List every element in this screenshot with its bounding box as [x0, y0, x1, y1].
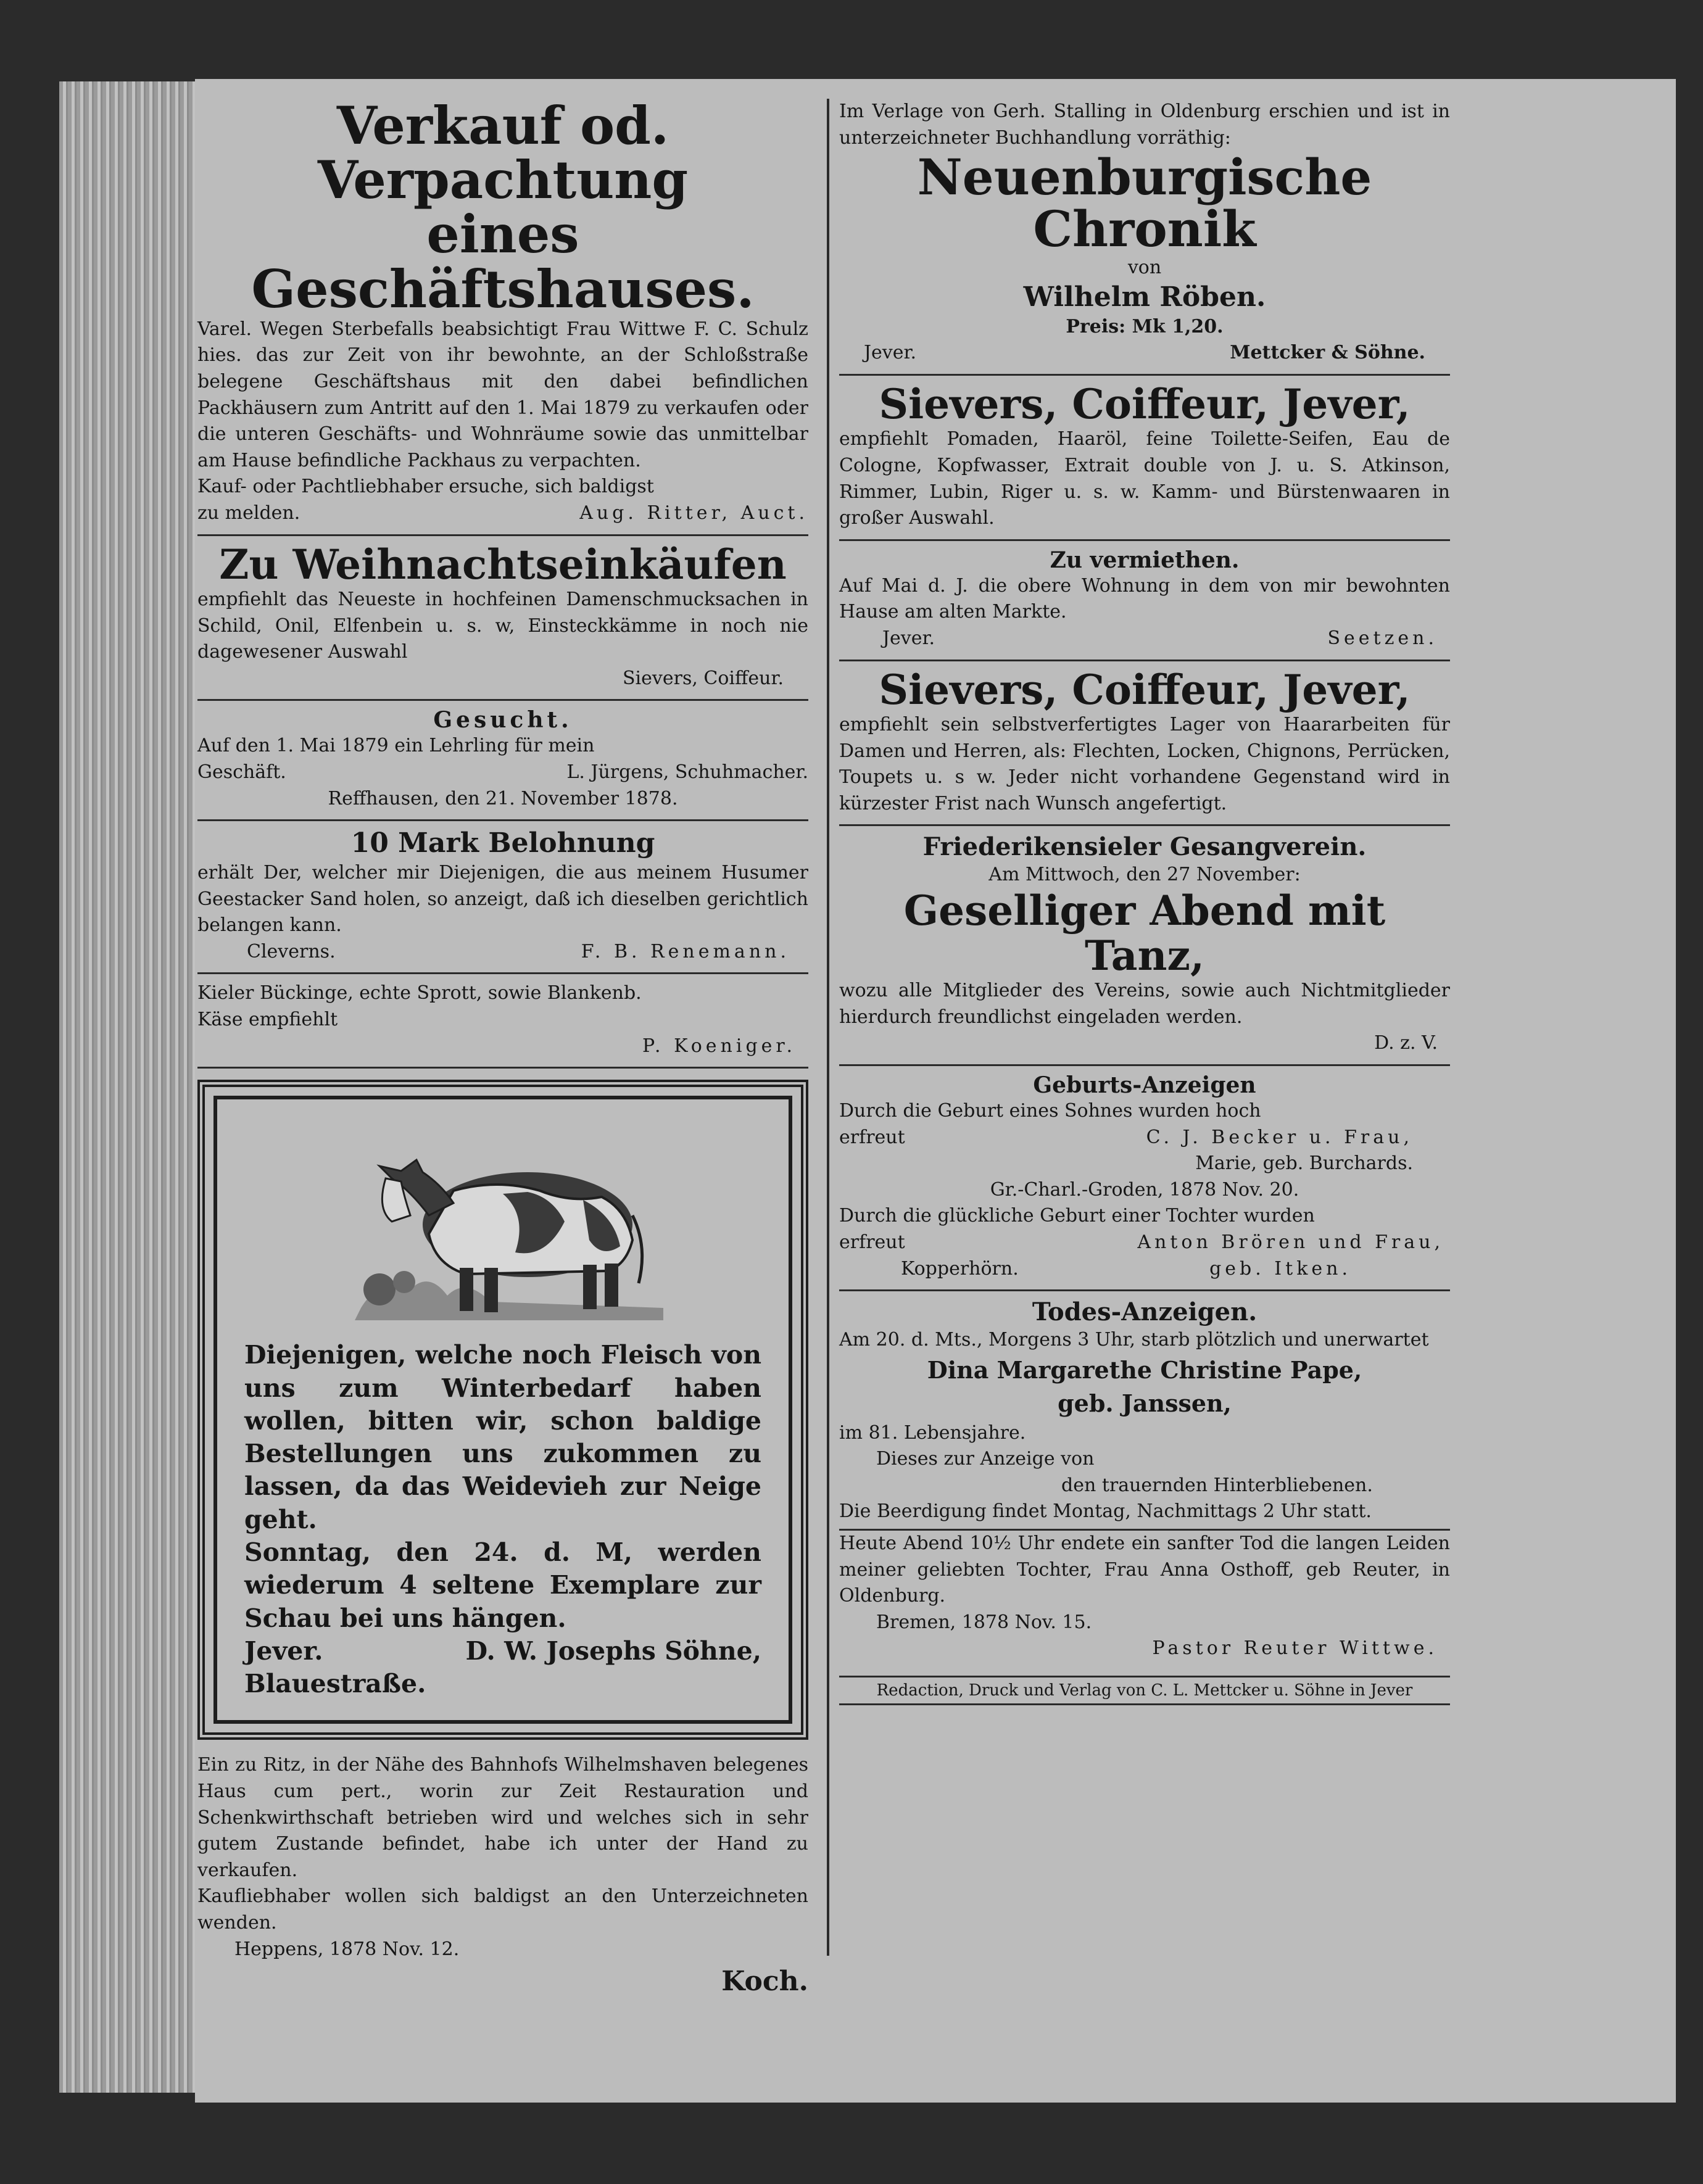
ad-gesang-event-1: Geselliger Abend mit — [903, 887, 1386, 935]
ad-chronik-von: von — [1127, 257, 1162, 279]
ad-todes-funeral: Die Beerdigung findet Montag, Nachmittags 2 Uhr statt. — [839, 1499, 1450, 1531]
ad-verkauf-sign-right: Aug. Ritter, Auct. — [579, 502, 808, 524]
ad-weihnacht-title: Zu Weihnachtseinkäufen — [219, 540, 787, 589]
ad-todes-line-1: Dieses zur Anzeige von — [876, 1448, 1095, 1470]
ad-geburt-line-2-left: erfreut — [839, 1231, 905, 1254]
ad-vermiethen-title: Zu vermiethen. — [1050, 547, 1240, 573]
ad-geburt-place-1: Gr.-Charl.-Groden, 1878 Nov. 20. — [990, 1178, 1299, 1201]
ad-gesang-sign: D. z. V. — [1374, 1032, 1438, 1054]
ad-fleisch-street: Blauestraße. — [244, 1669, 426, 1699]
book-page-edges — [59, 81, 195, 2093]
ad-geburt-line-2-right: Anton Brören und Frau, — [1137, 1231, 1444, 1254]
ad-gesang-date: Am Mittwoch, den 27 November: — [988, 864, 1301, 886]
ad-geburt-body-1: Durch die Geburt eines Sohnes wurden hoch — [839, 1100, 1261, 1122]
ad-gesang-body: wozu alle Mitglieder des Vereins, sowie auch Nichtmitglieder hierdurch freundlichst eingeladen werden. — [839, 980, 1450, 1028]
ad-sievers-1-title: Sievers, Coiffeur, Jever, — [879, 379, 1411, 428]
ad-todes-body-2: Heute Abend 10½ Uhr endete ein sanfter Tod die langen Leiden meiner geliebten Tochter, Frau Anna Osthoff, geb Reuter, in Oldenburg. — [839, 1533, 1450, 1607]
ad-sievers-1-body: empfiehlt Pomaden, Haaröl, feine Toilette-Seifen, Eau de Cologne, Kopfwasser, Extrait double von J. u. S. Atkinson, Rimmer, Lubin, Riger u. s. w. Kamm- und Bürstenwaaren in großer Auswahl. — [839, 428, 1450, 529]
ad-belohnung-body: erhält Der, welcher mir Diejenigen, die aus meinem Husumer Geestacker Sand holen, so anzeigt, daß ich dieselben gerichtlich belangen kann. — [197, 862, 808, 937]
ad-buecking — [197, 974, 808, 1069]
ad-fleisch — [222, 1101, 784, 1719]
ad-verkauf — [197, 93, 808, 536]
ad-gesucht-place: Reffhausen, den 21. November 1878. — [328, 787, 678, 809]
ad-haus-place: Heppens, 1878 Nov. 12. — [234, 1938, 460, 1960]
ad-haus-sign: Koch. — [721, 1966, 808, 1998]
ad-gesucht-title: Gesucht. — [433, 707, 573, 734]
ad-buecking-body: Kieler Bückinge, echte Sprott, sowie Blankenb. — [197, 982, 642, 1004]
ad-chronik-sign-left: Jever. — [864, 342, 917, 364]
cow-illustration — [342, 1123, 663, 1326]
ad-todes-title: Todes-Anzeigen. — [1032, 1297, 1258, 1327]
ad-sievers-2 — [839, 661, 1450, 827]
ad-gesucht — [197, 701, 808, 821]
ad-belohnung-sign-right: F. B. Renemann. — [581, 940, 790, 962]
ad-geburt-line-2b — [839, 1256, 1450, 1283]
ad-weihnacht-body: empfiehlt das Neueste in hochfeinen Damenschmucksachen in Schild, Onil, Elfenbein u. s. w, Einsteckkämme in noch nie dagewesener Auswahl — [197, 589, 808, 663]
ad-sievers-1 — [839, 376, 1450, 541]
ad-geburt-line-1b: Marie, geb. Burchards. — [1195, 1152, 1413, 1175]
ad-fleisch-frame — [197, 1080, 808, 1740]
ad-verkauf-sign-left: zu melden. — [197, 502, 300, 524]
ad-weihnacht-sign: Sievers, Coiffeur. — [623, 667, 784, 689]
ad-chronik — [839, 93, 1450, 376]
ad-verkauf-title-2: eines Geschäftshauses. — [251, 204, 755, 320]
ad-vermiethen-sign-left: Jever. — [882, 627, 935, 649]
ad-haus — [197, 1740, 808, 2008]
ad-chronik-signature — [839, 340, 1450, 366]
ad-geburt-line-1-right: C. J. Becker u. Frau, — [1146, 1126, 1413, 1148]
ad-verkauf-signature — [197, 500, 808, 527]
ad-fleisch-body: Diejenigen, welche noch Fleisch von uns zum Winterbedarf haben wollen, bitten wir, schon baldige Bestellungen uns zukommen zu lassen, da das Weidevieh zur Neige geht. — [244, 1340, 761, 1534]
ad-belohnung — [197, 821, 808, 974]
ad-chronik-sign-right: Mettcker & Söhne. — [1230, 342, 1425, 364]
imprint-footer: Redaction, Druck und Verlag von C. L. Mettcker u. Söhne in Jever — [839, 1676, 1450, 1705]
ad-vermiethen-sign-right: Seetzen. — [1327, 627, 1438, 649]
ad-todes — [839, 1291, 1450, 1669]
ad-verkauf-title-1: Verkauf od. Verpachtung — [317, 95, 689, 211]
ad-geburt-body-2: Durch die glückliche Geburt einer Tochter wurden — [839, 1205, 1315, 1227]
ad-gesang-title: Friederikensieler Gesangverein. — [922, 832, 1367, 862]
ad-buecking-sign: P. Koeniger. — [642, 1035, 796, 1057]
ad-gesucht-line-left: Geschäft. — [197, 761, 286, 784]
ad-chronik-author: Wilhelm Röben. — [1023, 281, 1266, 313]
ad-todes-name-2: geb. Janssen, — [1058, 1389, 1232, 1417]
ad-todes-body-1: Am 20. d. Mts., Morgens 3 Uhr, starb plötzlich und unerwartet — [839, 1329, 1429, 1351]
ad-chronik-title: Neuenburgische Chronik — [917, 148, 1372, 259]
ad-belohnung-signature — [197, 939, 808, 966]
ad-belohnung-sign-left: Cleverns. — [247, 940, 336, 962]
ad-weihnacht — [197, 536, 808, 701]
ad-chronik-price: Preis: Mk 1,20. — [1066, 315, 1224, 337]
ad-fleisch-sign-right: D. W. Josephs Söhne, — [465, 1636, 761, 1666]
ad-sievers-2-body: empfiehlt sein selbstverfertigtes Lager von Haararbeiten für Damen und Herren, als: Flechten, Locken, Chignons, Perrücken, Toupets u. s w. Jeder nicht vorhandene Gegenstand wird in kürzester Frist nach Wunsch angefertigt. — [839, 714, 1450, 814]
ad-geburt-line-1 — [839, 1125, 1450, 1151]
ad-verkauf-body: Varel. Wegen Sterbefalls beabsichtigt Frau Wittwe F. C. Schulz hies. das zur Zeit von ihr bewohnte, an der Schloßstraße belegene Geschäftshaus mit den dabei befindlichen Packhäusern zum Antritt auf den 1. Mai 1879 zu verkaufen oder die unteren Geschäfts- und Wohnräume sowie das unmittelbar am Hause befindliche Packhaus zu verpachten. — [197, 318, 808, 471]
ad-vermiethen-body: Auf Mai d. J. die obere Wohnung in dem von mir bewohnten Hause am alten Markte. — [839, 574, 1450, 623]
ad-geburt-title: Geburts-Anzeigen — [1033, 1072, 1256, 1099]
right-column — [839, 93, 1450, 1705]
ad-todes-line-2: den trauernden Hinterbliebenen. — [1061, 1474, 1373, 1496]
ad-gesucht-line — [197, 759, 808, 786]
ad-geburt-line-2 — [839, 1230, 1450, 1256]
ad-haus-body: Ein zu Ritz, in der Nähe des Bahnhofs Wilhelmshaven belegenes Haus cum pert., worin zur Zeit Restauration und Schenkwirthschaft betrieben wird und welches sich in sehr gutem Zustande befindet, habe ich unter der Hand zu verkaufen. — [197, 1754, 808, 1881]
ad-fleisch-body-2: Sonntag, den 24. d. M, werden wiederum 4 seltene Exemplare zur Schau bei uns hängen. — [244, 1537, 761, 1633]
ad-belohnung-title: 10 Mark Belohnung — [350, 827, 655, 859]
ad-vermiethen — [839, 541, 1450, 661]
ad-todes-sign-2: Pastor Reuter Wittwe. — [1152, 1637, 1438, 1660]
ad-gesang-event-2: Tanz, — [1084, 931, 1204, 980]
ad-fleisch-sign-left: Jever. — [244, 1636, 323, 1666]
ad-verkauf-body-2: Kauf- oder Pachtliebhaber ersuche, sich baldigst — [197, 476, 654, 498]
ad-geburt-line-2b-right: geb. Itken. — [1209, 1257, 1351, 1280]
ad-todes-place-2: Bremen, 1878 Nov. 15. — [876, 1611, 1092, 1633]
ad-gesucht-body: Auf den 1. Mai 1879 ein Lehrling für mein — [197, 735, 595, 757]
ad-buecking-line: Käse empfiehlt — [197, 1009, 338, 1031]
ad-chronik-intro: Im Verlage von Gerh. Stalling in Oldenburg erschien und ist in unterzeichneter Buchhandlung vorräthig: — [839, 101, 1450, 149]
ad-geburt-line-1-left: erfreut — [839, 1126, 905, 1148]
ad-todes-age: im 81. Lebensjahre. — [839, 1421, 1026, 1444]
ad-todes-name-1: Dina Margarethe Christine Pape, — [927, 1355, 1362, 1384]
ad-vermiethen-signature — [839, 626, 1450, 652]
ad-fleisch-signature — [244, 1635, 761, 1668]
ad-haus-body-2: Kaufliebhaber wollen sich baldigst an den Unterzeichneten wenden. — [197, 1885, 808, 1934]
ad-geburt — [839, 1066, 1450, 1291]
ad-sievers-2-title: Sievers, Coiffeur, Jever, — [879, 665, 1411, 714]
ad-gesangverein — [839, 826, 1450, 1066]
left-column — [197, 93, 808, 2009]
column-divider — [827, 99, 829, 1956]
ad-gesucht-line-right: L. Jürgens, Schuhmacher. — [566, 761, 808, 784]
ad-geburt-line-2b-left: Kopperhörn. — [901, 1257, 1019, 1280]
